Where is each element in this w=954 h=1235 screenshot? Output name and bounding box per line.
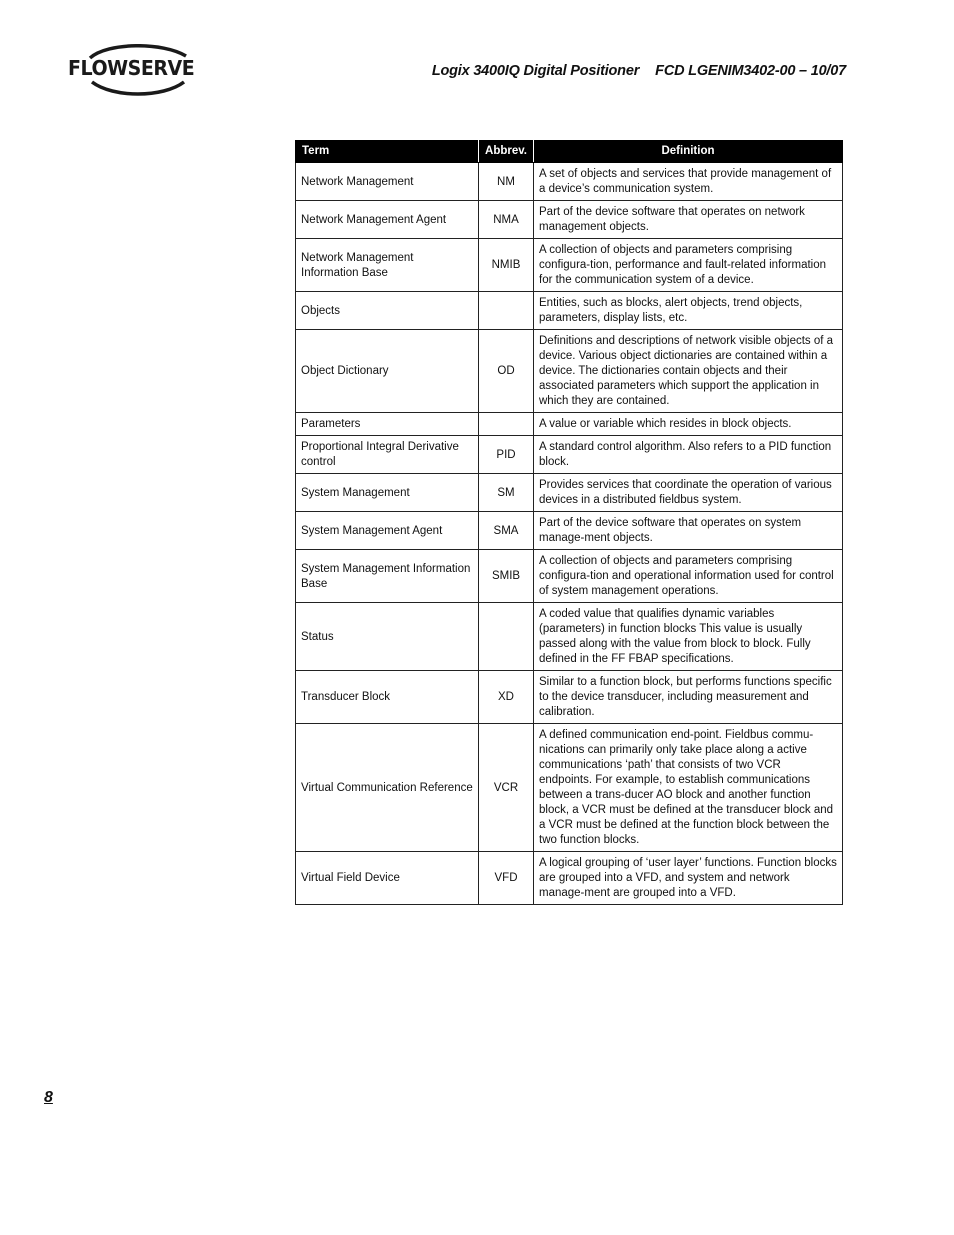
definition-cell: Definitions and descriptions of network visible objects of a device. Various object dictionaries are contained within a device. The dictionaries contain objects and their associated parameters which support the application in which they are contained.: [534, 330, 843, 413]
abbrev-cell: OD: [479, 330, 534, 413]
abbrev-cell: NMA: [479, 201, 534, 239]
definition-cell: A value or variable which resides in block objects.: [534, 413, 843, 436]
term-cell: System Management Information Base: [296, 550, 479, 603]
abbrev-cell: SM: [479, 474, 534, 512]
table-row: [296, 724, 843, 852]
abbrev-cell: VCR: [479, 724, 534, 852]
definition-cell: A set of objects and services that provide management of a device’s communication system.: [534, 163, 843, 201]
table-row: [296, 201, 843, 239]
table-row: [296, 413, 843, 436]
column-header-abbrev: Abbrev.: [479, 141, 534, 163]
abbrev-cell: [479, 292, 534, 330]
definition-cell: A collection of objects and parameters comprising configura-tion, performance and fault-related information for the communication system of a device.: [534, 239, 843, 292]
definition-cell: Similar to a function block, but performs functions specific to the device transducer, including measurement and calibration.: [534, 671, 843, 724]
definition-cell: A defined communication end-point. Fieldbus commu-nications can primarily only take place along a active communications ‘path’ that consists of two VCR endpoints. For example, to establish communications between a trans-ducer AO block and another function block, a VCR must be defined at the transducer block and a VCR must be defined at the function block between the two function blocks.: [534, 724, 843, 852]
table-row: [296, 671, 843, 724]
definition-cell: A collection of objects and parameters comprising configura-tion and operational information used for control of system management operations.: [534, 550, 843, 603]
abbrev-cell: SMA: [479, 512, 534, 550]
term-cell: Parameters: [296, 413, 479, 436]
table-row: [296, 239, 843, 292]
doc-title: Logix 3400IQ Digital Positioner: [431, 63, 640, 79]
logo-wordmark: FLOWSERVE: [68, 56, 195, 80]
table-header-row: [296, 141, 843, 163]
definition-cell: Entities, such as blocks, alert objects, trend objects, parameters, display lists, etc.: [534, 292, 843, 330]
table-row: [296, 163, 843, 201]
abbrev-cell: [479, 413, 534, 436]
term-cell: System Management Agent: [296, 512, 479, 550]
term-cell: Status: [296, 603, 479, 671]
column-header-term: Term: [296, 141, 479, 163]
table-row: [296, 292, 843, 330]
term-cell: System Management: [296, 474, 479, 512]
abbrev-cell: NMIB: [479, 239, 534, 292]
term-cell: Virtual Field Device: [296, 852, 479, 905]
column-header-definition: Definition: [534, 141, 843, 163]
abbrev-cell: NM: [479, 163, 534, 201]
term-cell: Object Dictionary: [296, 330, 479, 413]
doc-code: FCD LGENIM3402-00 – 10/07: [655, 63, 846, 79]
term-cell: Transducer Block: [296, 671, 479, 724]
page-number: 8: [44, 1089, 53, 1106]
definition-cell: A coded value that qualifies dynamic variables (parameters) in function blocks This value is usually passed along with the value from block to block. Fully defined in the FF FBAP specifications.: [534, 603, 843, 671]
definition-cell: Part of the device software that operates on network management objects.: [534, 201, 843, 239]
term-cell: Network Management Agent: [296, 201, 479, 239]
flowserve-logo: [68, 44, 208, 96]
abbrev-cell: SMIB: [479, 550, 534, 603]
abbrev-cell: PID: [479, 436, 534, 474]
table-row: [296, 550, 843, 603]
table-row: [296, 474, 843, 512]
definition-cell: A standard control algorithm. Also refers to a PID function block.: [534, 436, 843, 474]
glossary-table: [295, 140, 843, 905]
document-header: [432, 63, 846, 79]
term-cell: Proportional Integral Derivative control: [296, 436, 479, 474]
abbrev-cell: XD: [479, 671, 534, 724]
table-row: [296, 852, 843, 905]
table-row: [296, 436, 843, 474]
abbrev-cell: [479, 603, 534, 671]
table-row: [296, 330, 843, 413]
abbrev-cell: VFD: [479, 852, 534, 905]
definition-cell: A logical grouping of ‘user layer’ functions. Function blocks are grouped into a VFD, and system and network manage-ment are grouped into a VFD.: [534, 852, 843, 905]
term-cell: Virtual Communication Reference: [296, 724, 479, 852]
term-cell: Network Management: [296, 163, 479, 201]
definition-cell: Provides services that coordinate the operation of various devices in a distributed fieldbus system.: [534, 474, 843, 512]
term-cell: Objects: [296, 292, 479, 330]
table-row: [296, 512, 843, 550]
definition-cell: Part of the device software that operates on system manage-ment objects.: [534, 512, 843, 550]
table-row: [296, 603, 843, 671]
term-cell: Network Management Information Base: [296, 239, 479, 292]
